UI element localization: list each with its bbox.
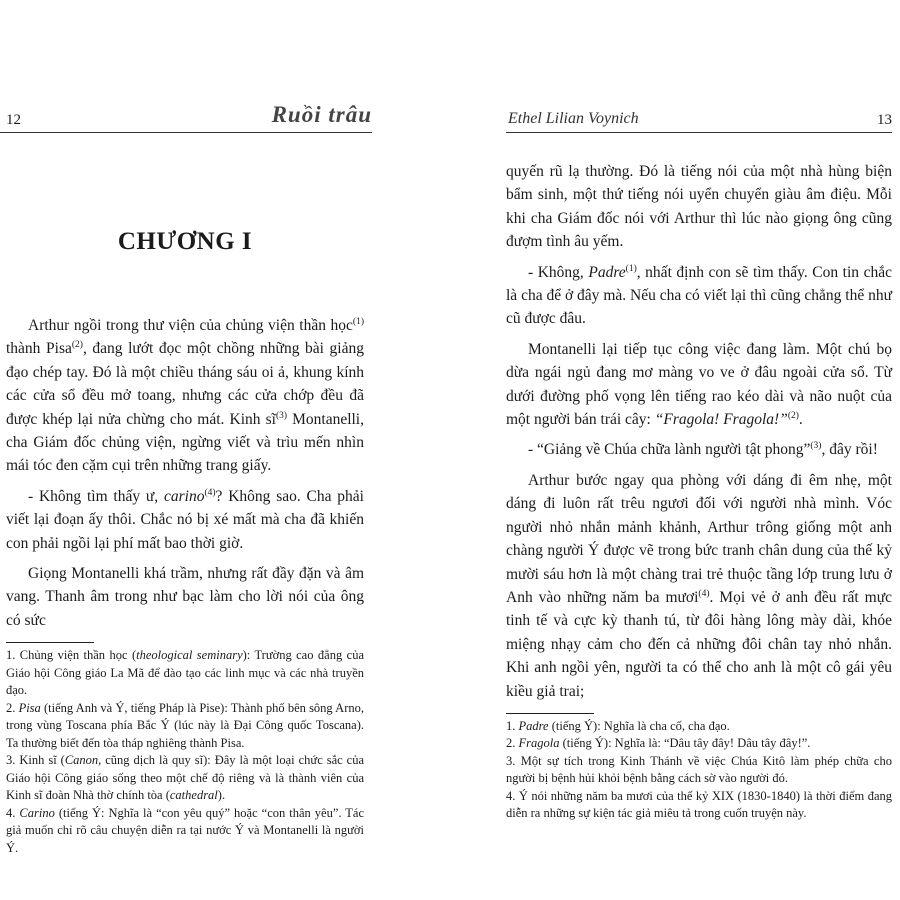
author-name: Ethel Lilian Voynich [508,110,639,127]
paragraph: - Không tìm thấy ư, carino$^{(4)}$? Không sao. Cha phải viết lại đoạn ấy thôi. Chắc nó bị xé mất mà cha đã khiến con phải ngồi lại phí mất bao thời giờ. [6,487,364,552]
footnote: 1. Padre (tiếng Ý): Nghĩa là cha cố, cha đạo. [506,718,730,733]
paragraph: - “Giảng về Chúa chữa lành người tật phong”$^{(3)}$, đây rồi! [528,441,878,459]
left-page-content [6,160,364,857]
footnote-separator [6,642,94,643]
paragraph: Arthur ngồi trong thư viện của chủng viện thần học$^{(1)}$ thành Pisa$^{(2)}$, đang lướt đọc một chồng những bài giảng đạo chép tay. Đó là một chiều tháng sáu oi ả, khung kính các cửa sổ đều mở toang, nhưng các cửa chớp đều đã được khép lại nửa chừng cho mát. Kinh sĩ$^{(3)}$ Montanelli, cha Giám đốc chủng viện, ngừng viết và trìu mến nhìn mái tóc đen cặm cụi trên những trang giấy. [6,316,364,475]
footnote: 2. Fragola (tiếng Ý): Nghĩa là: “Dâu tây đây! Dâu tây đây!”. [506,736,811,751]
footnote-ref: (3) [275,410,288,421]
footnote-ref: (4) [698,588,710,599]
left-page-header [0,100,450,132]
paragraph: - Không, Padre$^{(1)}$, nhất định con sẽ tìm thấy. Con tin chắc là cha để ở đây mà. Nếu cha có viết lại thì cũng chẳng thể như cũ được đâu. [506,263,892,328]
footnote-ref: (2) [71,340,83,351]
footnote-ref: (4) [204,487,216,498]
right-page-number: 13 [877,112,892,128]
right-page [450,100,900,820]
paragraph: Arthur bước ngay qua phòng với dáng đi êm nhẹ, một dáng đi luôn rất trêu ngươi đối với người nhà mình. Vóc người nhỏ nhắn mảnh khảnh, Arthur trông giống một anh chàng người Ý được vẽ trong bức tranh chân dung của thế kỷ mười sáu hơn là một chàng trai trẻ thuộc tầng lớp trung lưu ở Anh vào những năm ba mươi$^{(4)}$. Mọi vẻ ở anh đều rất mực tinh tế và cực kỳ thanh tú, từ đôi hàng lông mày dài, khóe miệng nhạy cảm cho đến cả những đôi chân tay nhỏ nhắn. Khi anh ngồi yên, người ta có thể cho anh là một cô gái yêu kiều giả trai; [506,471,893,700]
paragraph: Giọng Montanelli khá trầm, nhưng rất đầy đặn và âm vang. Thanh âm trong như bạc làm cho lời nói của ông có sức [6,565,364,629]
header-rule [506,132,892,133]
book-title: Ruồi trâu [271,102,372,127]
footnote: 1. Chủng viện thần học (theological seminary): Trường cao đẳng của Giáo hội Công giáo La Mã để đào tạo các linh mục và các nhà truyền đạo. [6,648,364,698]
paragraph: quyến rũ lạ thường. Đó là tiếng nói của một nhà hùng biện bẩm sinh, một thứ tiếng nói uyển chuyển giàu âm điệu. Mỗi khi cha Giám đốc nói với Arthur thì lúc nào giọng ông cũng đượm tình âu yếm. [506,163,892,251]
footnote-ref: (1) [625,263,637,274]
right-page-content [506,160,892,823]
footnote: 4. Ý nói những năm ba mươi của thế kỷ XIX (1830-1840) là thời điểm đang diễn ra những sự kiện tác giả miêu tả trong cuốn truyện này. [506,788,892,821]
footnote: 3. Kinh sĩ (Canon, cũng dịch là quy sĩ): Đây là một loại chức sắc của Giáo hội Công giáo sống theo một chế độ riêng và là thành viên của Kinh sĩ đoàn Nhà thờ chính tòa (cathedral). [6,753,365,803]
chapter-title: CHƯƠNG I [117,228,253,255]
footnote: 2. Pisa (tiếng Anh và Ý, tiếng Pháp là Pise): Thành phố bên sông Arno, trong vùng Toscana phía Bắc Ý (lúc này là Đại Công quốc Toscana). Ta thường biết đến tòa tháp nghiêng thành Pisa. [6,700,364,750]
left-page [0,100,450,855]
left-page-number: 12 [6,112,21,128]
footnote-ref: (2) [787,410,799,421]
paragraph: Montanelli lại tiếp tục công việc đang làm. Một chú bọ dừa ngái ngủ đang mơ màng vo ve ở đâu ngoài cửa sổ. Từ dưới đường phố vọng lên tiếng rao kéo dài và não nuột của một người bán trái cây: “Fragola! Fragola!”$^{(2)}$. [506,340,892,429]
right-page-header [450,100,900,132]
header-rule [0,132,372,133]
footnote: 4. Carino (tiếng Ý: Nghĩa là “con yêu quý” hoặc “con thân yêu”. Tác giả muốn chỉ rõ câu chuyện diễn ra tại nước Ý và Montanelli là người Ý. [6,805,365,855]
footnote-ref: (3) [810,441,822,452]
footnote-separator [506,713,594,714]
footnote-ref: (1) [352,316,364,327]
footnote: 3. Một sự tích trong Kinh Thánh về việc Chúa Kitô làm phép chữa cho người bị bệnh hủi khỏi bệnh bằng cách sờ vào người đó. [506,753,892,786]
